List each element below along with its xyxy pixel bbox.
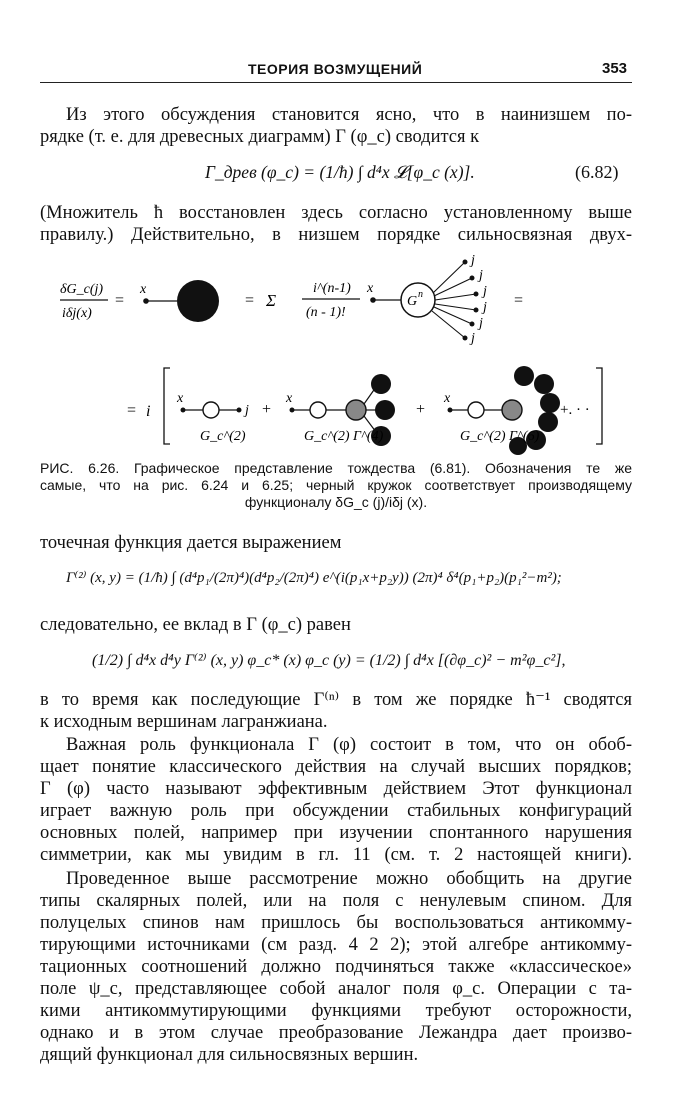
hatched-vertex bbox=[346, 400, 366, 420]
source-dot bbox=[463, 260, 468, 265]
text-line: рядке (т. е. для древесных диаграмм) Γ (φ_c) сводится к bbox=[40, 127, 480, 147]
source-label-j: j bbox=[471, 331, 475, 346]
text-line: щает понятие классического действия на случай высших порядков; bbox=[40, 757, 632, 777]
text-line: (Множитель ħ восстановлен здесь согласно установленному выше bbox=[40, 203, 632, 223]
text-line: Проведенное выше рассмотрение можно обобщить на другие bbox=[66, 869, 632, 889]
external-leg bbox=[435, 294, 476, 300]
header-rule bbox=[40, 82, 632, 83]
label-n: n bbox=[418, 289, 423, 300]
propagator-circle bbox=[203, 402, 219, 418]
fraction-denominator: (n - 1)! bbox=[306, 305, 346, 320]
sigma-sign: Σ bbox=[266, 291, 277, 310]
text-line: полуцелых спинов нам пришлось бы воспользоваться антикомму- bbox=[40, 913, 632, 933]
black-blob bbox=[538, 412, 558, 432]
equals-sign: = bbox=[115, 292, 125, 309]
figure-caption-line: РИС. 6.26. Графическое представление тождества (6.81). Обозначения те же bbox=[40, 460, 632, 476]
black-blob bbox=[514, 366, 534, 386]
text-line: основных полей, например при изучении спонтанного нарушения bbox=[40, 823, 632, 843]
source-dot bbox=[474, 292, 479, 297]
source-dot bbox=[463, 336, 468, 341]
text-line: Γ (φ) часто называют эффективным действием Этот функционал bbox=[40, 779, 632, 799]
text-line: в то время как последующие Γ⁽ⁿ⁾ в том же порядке ħ⁻¹ сводятся bbox=[40, 690, 632, 710]
term1-label: G_c^(2) bbox=[200, 429, 246, 444]
running-header: ТЕОРИЯ ВОЗМУЩЕНИЙ bbox=[248, 61, 423, 77]
text-line: кими антикоммутирующими функциями требуют осторожности, bbox=[40, 1001, 632, 1021]
source-dot bbox=[470, 276, 475, 281]
text-line: Важная роль функционала Γ (φ) состоит в том, что он обоб- bbox=[66, 735, 632, 755]
black-blob bbox=[177, 280, 219, 322]
equation-gamma2: Γ⁽²⁾ (x, y) = (1/ħ) ∫ (d⁴p₁/(2π)⁴)(d⁴p₂/(2π)⁴) e^(i(p₁x+p₂y)) (2π)⁴ δ⁴(p₁+p₂)(p₁²−m²); bbox=[66, 570, 562, 586]
source-label-j: j bbox=[479, 268, 483, 283]
text-line: дящий функционал для сильносвязных вершин. bbox=[40, 1045, 419, 1065]
black-blob bbox=[371, 374, 391, 394]
term2-label: G_c^(2) Γ^(4) bbox=[304, 429, 384, 444]
plus-sign: + bbox=[416, 401, 426, 418]
vertex-label-x: x bbox=[367, 281, 374, 296]
lhs-numerator: δG_c(j) bbox=[60, 282, 104, 297]
vertex-label-x: x bbox=[140, 282, 147, 297]
vertex-label-x: x bbox=[177, 391, 184, 406]
source-label-j: j bbox=[245, 403, 249, 418]
propagator-circle bbox=[310, 402, 326, 418]
propagator-circle bbox=[468, 402, 484, 418]
hatched-vertex bbox=[502, 400, 522, 420]
text-line: типы скалярных полей, или на поля с ненулевым спином. Для bbox=[40, 891, 632, 911]
text-line: следовательно, ее вклад в Γ (φ_c) равен bbox=[40, 615, 351, 635]
plus-sign: + bbox=[262, 401, 272, 418]
equals-sign: = bbox=[514, 292, 524, 309]
black-blob bbox=[375, 400, 395, 420]
text-line: играет важную роль при обсуждении стабильных конфигураций bbox=[40, 801, 632, 821]
left-bracket bbox=[164, 368, 170, 444]
source-label-j: j bbox=[483, 284, 487, 299]
black-blob bbox=[540, 393, 560, 413]
label-G: G bbox=[407, 294, 418, 309]
text-line: поле ψ_c, представляющее собой аналог поля φ_c. Операции с та- bbox=[40, 979, 632, 999]
term3-label: G_c^(2) Γ^(6) bbox=[460, 429, 540, 444]
source-label-j: j bbox=[483, 300, 487, 315]
text-line: к исходным вершинам лагранжиана. bbox=[40, 712, 328, 732]
vertex-label-x: x bbox=[444, 391, 451, 406]
external-leg bbox=[432, 311, 465, 338]
black-blob bbox=[534, 374, 554, 394]
equals-sign: = bbox=[127, 402, 137, 419]
equals-sign: = bbox=[245, 292, 255, 309]
text-line: симметрии, как мы увидим в гл. 11 (см. т. 2 настоящей книги). bbox=[40, 845, 632, 865]
source-label-j: j bbox=[479, 316, 483, 331]
text-line: точечная функция дается выражением bbox=[40, 533, 342, 553]
page-number: 353 bbox=[602, 60, 628, 77]
external-leg bbox=[435, 304, 476, 310]
equation-6-82: Γ_древ (φ_c) = (1/ħ) ∫ d⁴x 𝓛[φ_c (x)]. bbox=[205, 162, 475, 182]
equation-contribution: (1/2) ∫ d⁴x d⁴y Γ⁽²⁾ (x, y) φ_c* (x) φ_c (y) = (1/2) ∫ d⁴x [(∂φ_c)² − m²φ_c²], bbox=[92, 652, 566, 669]
source-label-j: j bbox=[471, 253, 475, 268]
vertex-label-x: x bbox=[286, 391, 293, 406]
text-line: правилу.) Действительно, в низшем порядке сильносвязная двух- bbox=[40, 225, 632, 245]
text-line: тационных соотношений должно подчиняться также «классическое» bbox=[40, 957, 632, 977]
lhs-denominator: iδj(x) bbox=[62, 306, 92, 321]
right-bracket bbox=[596, 368, 602, 444]
figure-6-26 bbox=[40, 250, 640, 460]
factor-i: i bbox=[146, 403, 151, 420]
equation-number: (6.82) bbox=[575, 162, 619, 182]
source-dot bbox=[237, 408, 242, 413]
figure-caption-line: функционалу δG_c (j)/iδj (x). bbox=[244, 494, 428, 510]
source-dot bbox=[470, 322, 475, 327]
text-line: Из этого обсуждения становится ясно, что в наинизшем по- bbox=[66, 105, 632, 125]
text-line: тирующими источниками (см разд. 4 2 2); этой алгебре антикомму- bbox=[40, 935, 632, 955]
text-line: однако и в этом случае преобразование Лежандра дает произво- bbox=[40, 1023, 632, 1043]
ellipsis: +. · · bbox=[560, 402, 590, 418]
external-leg bbox=[434, 307, 472, 324]
figure-caption-line: самые, что на рис. 6.24 и 6.25; черный кружок соответствует производящему bbox=[40, 477, 632, 493]
source-dot bbox=[474, 308, 479, 313]
fraction-numerator: i^(n-1) bbox=[313, 281, 351, 296]
